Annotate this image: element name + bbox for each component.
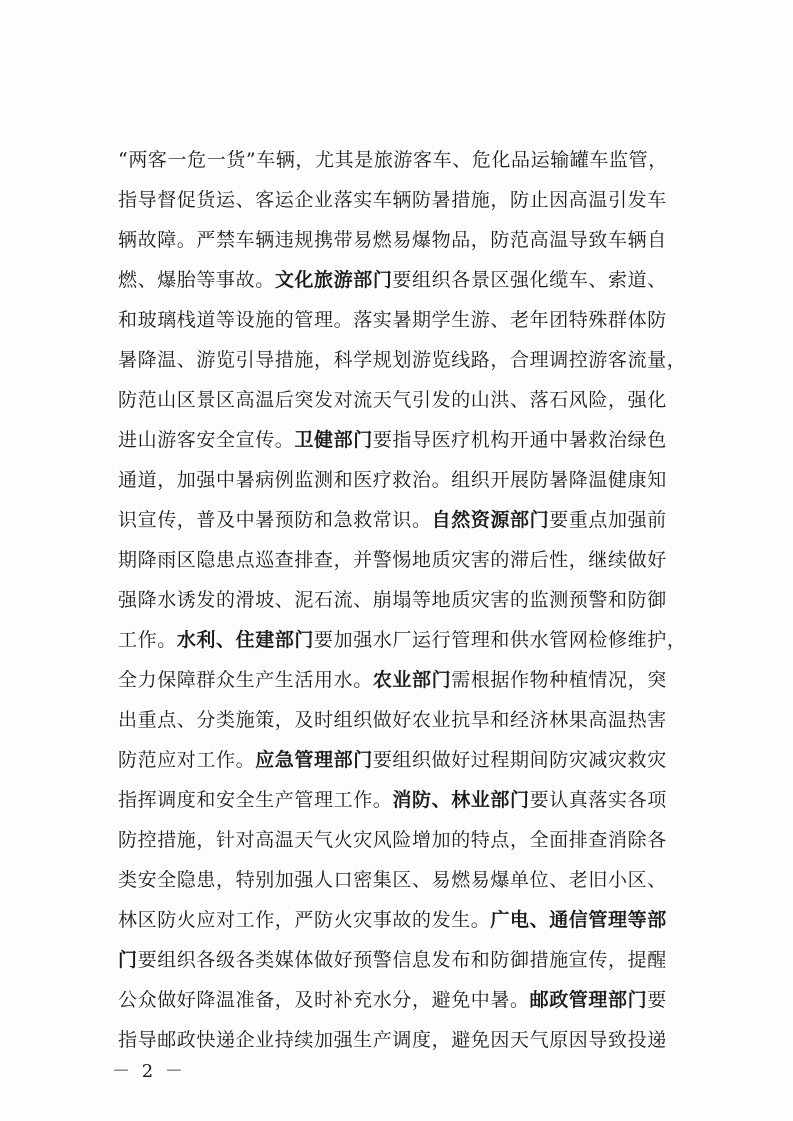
line-text: 指导督促货运、客运企业落实车辆防暑措施，防止因高温引发车 [118, 189, 667, 211]
department-heading: 消防、林业部门 [392, 789, 530, 811]
line-text: 林区防火应对工作，严防火灾事故的发生。 [118, 909, 491, 931]
department-heading: 广电、通信管理等部 [490, 909, 667, 931]
line-text: 强降水诱发的滑坡、泥石流、崩塌等地质灾害的监测预警和防御 [118, 589, 667, 611]
document-body [118, 140, 718, 1060]
text-line [118, 260, 718, 300]
line-text: 全力保障群众生产生活用水。 [118, 669, 373, 691]
text-line [118, 820, 718, 860]
text-line [118, 700, 718, 740]
line-text: 要认真落实各项 [529, 789, 667, 811]
department-heading: 门 [118, 949, 138, 971]
text-line [118, 540, 718, 580]
line-text: 需根据作物种植情况，突 [451, 669, 667, 691]
text-line [118, 620, 718, 660]
line-text: 防范山区景区高温后突发对流天气引发的山洪、落石风险，强化 [118, 389, 667, 411]
line-text: 要组织各级各类媒体做好预警信息发布和防御措施宣传，提醒 [137, 949, 667, 971]
text-line [118, 380, 718, 420]
line-text: 要 [647, 989, 667, 1011]
page-number: － 2 － [112, 1061, 186, 1082]
text-line [118, 940, 718, 980]
line-text: 要加强水厂运行管理和供水管网检修维护， [314, 629, 687, 651]
line-text: “两客一危一货”车辆，尤其是旅游客车、危化品运输罐车监管， [118, 149, 668, 171]
department-heading: 文化旅游部门 [274, 269, 393, 291]
line-text: 期降雨区隐患点巡查排查，并警惕地质灾害的滞后性，继续做好 [118, 549, 667, 571]
text-line [118, 1020, 718, 1060]
text-line [118, 460, 718, 500]
line-text: 辆故障。严禁车辆违规携带易燃易爆物品，防范高温导致车辆自 [118, 229, 667, 251]
text-line [118, 660, 718, 700]
line-text: 识宣传，普及中暑预防和急救常识。 [118, 509, 432, 531]
line-text: 和玻璃栈道等设施的管理。落实暑期学生游、老年团特殊群体防 [118, 309, 667, 331]
department-heading: 农业部门 [372, 669, 452, 691]
line-text: 防范应对工作。 [118, 749, 256, 771]
line-text: 工作。 [118, 629, 177, 651]
line-text: 指挥调度和安全生产管理工作。 [118, 789, 393, 811]
text-line [118, 980, 718, 1020]
text-line [118, 300, 718, 340]
line-text: 出重点、分类施策，及时组织做好农业抗旱和经济林果高温热害 [118, 709, 667, 731]
line-text: 要重点加强前 [549, 509, 667, 531]
text-line [118, 900, 718, 940]
department-heading: 自然资源部门 [431, 509, 550, 531]
department-heading: 应急管理部门 [255, 749, 373, 771]
line-text: 防控措施，针对高温天气火灾风险增加的特点，全面排查消除各 [118, 829, 667, 851]
line-text: 燃、爆胎等事故。 [118, 269, 275, 291]
line-text: 要组织各景区强化缆车、索道、 [392, 269, 667, 291]
text-line [118, 580, 718, 620]
line-text: 通道，加强中暑病例监测和医疗救治。组织开展防暑降温健康知 [118, 469, 667, 491]
text-line [118, 220, 718, 260]
text-line [118, 180, 718, 220]
text-line [118, 140, 718, 180]
line-text: 进山游客安全宣传。 [118, 429, 295, 451]
line-text: 公众做好降温准备，及时补充水分，避免中暑。 [118, 989, 530, 1011]
line-text: 类安全隐患，特别加强人口密集区、易燃易爆单位、老旧小区、 [118, 869, 667, 891]
text-line [118, 500, 718, 540]
text-line [118, 420, 718, 460]
text-line [118, 740, 718, 780]
line-text: 要指导医疗机构开通中暑救治绿色 [372, 429, 667, 451]
department-heading: 水利、住建部门 [176, 629, 315, 651]
line-text: 暑降温、游览引导措施，科学规划游览线路，合理调控游客流量， [118, 349, 687, 371]
line-text: 要组织做好过程期间防灾减灾救灾 [372, 749, 667, 771]
department-heading: 邮政管理部门 [529, 989, 648, 1011]
text-line [118, 860, 718, 900]
line-text: 指导邮政快递企业持续加强生产调度，避免因天气原因导致投递 [118, 1029, 667, 1051]
department-heading: 卫健部门 [294, 429, 373, 451]
text-line [118, 780, 718, 820]
text-line [118, 340, 718, 380]
